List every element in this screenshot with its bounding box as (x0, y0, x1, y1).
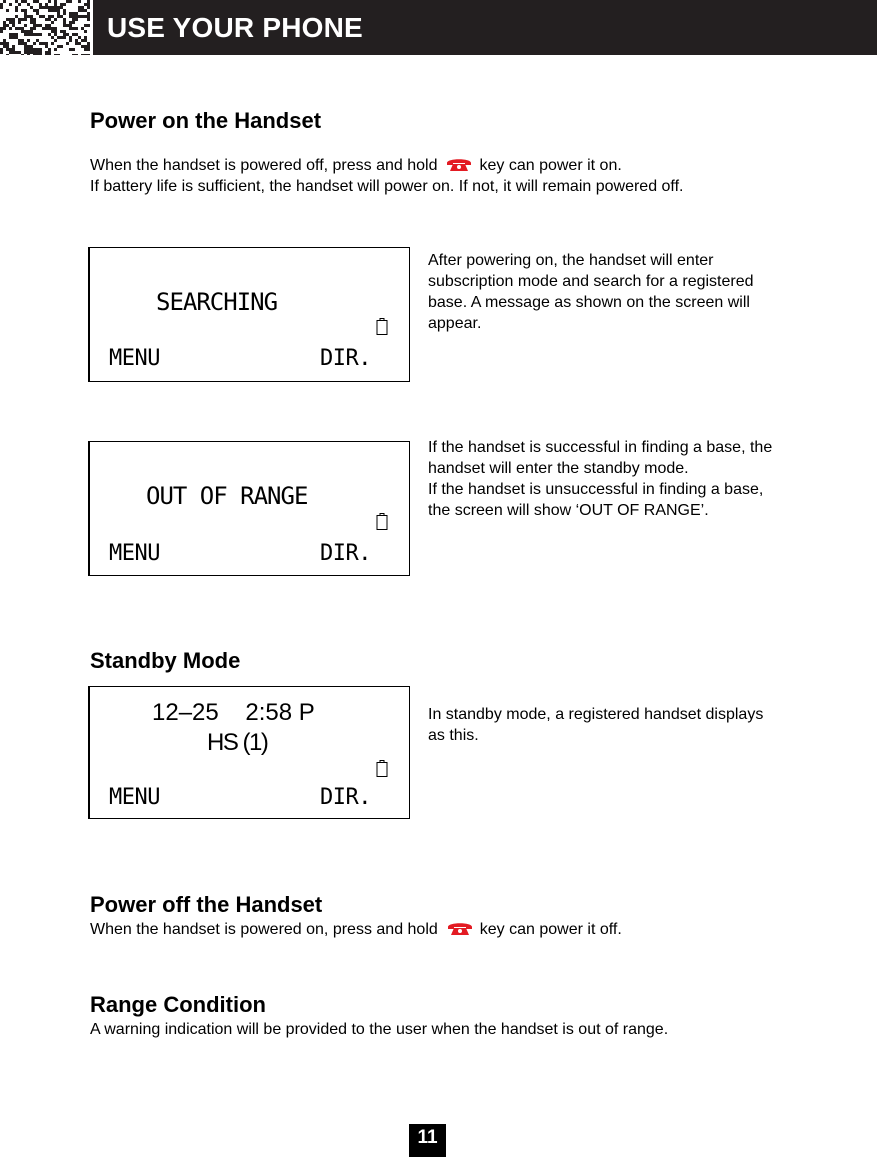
power-off-line-after: key can power it off. (479, 921, 622, 938)
lcd-searching-screen (88, 247, 410, 382)
header-bar (93, 0, 877, 55)
out-of-range-description-1: If the handset is successful in finding a base, the handset will enter the standby mode. (428, 439, 773, 477)
lcd-message: OUT OF RANGE (146, 482, 308, 510)
page-title: USE YOUR PHONE (107, 12, 363, 43)
page-number: 11 (409, 1124, 446, 1157)
dir-softkey-label: DIR. (320, 541, 371, 566)
lcd-standby-screen (88, 686, 410, 819)
dir-softkey-label: DIR. (320, 785, 371, 810)
power-off-text (90, 919, 780, 940)
menu-softkey-label: MENU (109, 785, 160, 810)
standby-description: In standby mode, a registered handset displays as this. (428, 706, 764, 744)
standby-heading: Standby Mode (90, 648, 241, 673)
battery-icon (376, 513, 388, 530)
menu-softkey-label: MENU (109, 346, 160, 371)
power-on-line2: If battery life is sufficient, the handset will power on. If not, it will remain powered off. (90, 178, 684, 195)
handset-number: HS (1) (207, 729, 268, 756)
standby-date-time: 12–25 2:58 P (152, 699, 315, 726)
range-condition-heading: Range Condition (90, 992, 266, 1017)
power-off-line-before: When the handset is powered on, press and hold (90, 921, 438, 938)
power-off-heading: Power off the Handset (90, 892, 323, 917)
dir-softkey-label: DIR. (320, 346, 371, 371)
menu-softkey-label: MENU (109, 541, 160, 566)
range-condition-text: A warning indication will be provided to the user when the handset is out of range. (90, 1021, 669, 1038)
power-on-line1-after: key can power it on. (479, 157, 622, 174)
out-of-range-description (428, 437, 778, 521)
power-on-text (90, 155, 780, 197)
power-on-heading: Power on the Handset (90, 108, 322, 133)
power-on-line1-before: When the handset is powered off, press and hold (90, 157, 438, 174)
battery-icon (376, 318, 388, 335)
battery-icon (376, 760, 388, 777)
header-pattern-graphic (0, 0, 90, 55)
lcd-out-of-range-screen (88, 441, 410, 576)
out-of-range-description-2: If the handset is unsuccessful in finding a base, the screen will show ‘OUT OF RANGE’. (428, 481, 764, 519)
lcd-message: SEARCHING (156, 288, 278, 316)
searching-description: After powering on, the handset will enter subscription mode and search for a registered base. A message as shown on the screen will appear. (428, 252, 754, 332)
red-phone-key-icon (446, 919, 474, 937)
red-phone-key-icon (445, 155, 473, 173)
